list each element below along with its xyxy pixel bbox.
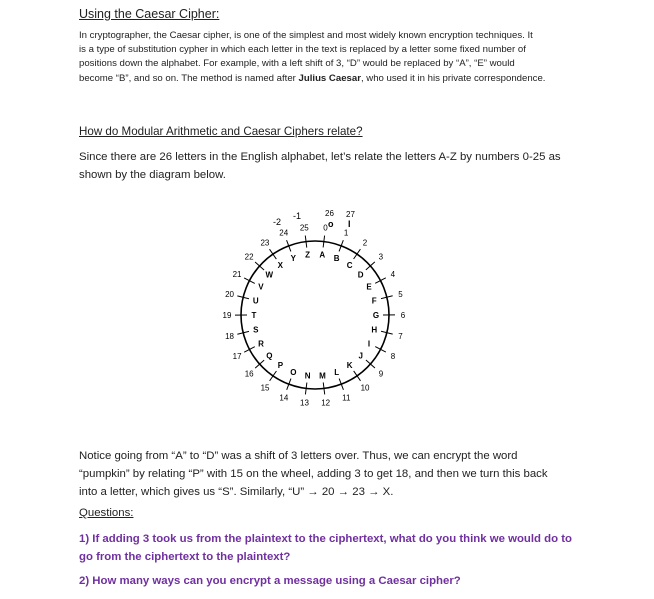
wheel-number-19: 19: [222, 311, 232, 321]
wheel-tick: [375, 347, 386, 353]
wheel-letter-R: R: [258, 339, 264, 349]
wheel-number-14: 14: [279, 393, 289, 403]
wheel-number-13: 13: [300, 398, 309, 408]
text-line: “pumpkin” by relating “P” with 15 on the wheel, adding 3 to get 18, and then we turn this back: [79, 468, 548, 480]
wheel-tick: [244, 278, 255, 284]
wheel-letter-A: A: [319, 250, 326, 260]
wheel-number-0: 0: [323, 223, 328, 233]
wheel-letter-B: B: [333, 253, 340, 263]
wheel-letter-N: N: [304, 371, 311, 381]
text-line: Since there are 26 letters in the English alphabet, let’s relate the letters A-Z by numbers 0-25 as: [79, 151, 561, 163]
wheel-number-5: 5: [398, 289, 403, 299]
wheel-tick: [354, 249, 361, 259]
section-heading-modular: How do Modular Arithmetic and Caesar Ciphers relate?: [79, 125, 363, 138]
wheel-letter-Y: Y: [290, 253, 296, 263]
wheel-letter-X: X: [277, 260, 283, 270]
text-line: positions down the alphabet. For example, with a left shift of 3, “D” would be replaced by “A”, “E” would: [79, 58, 515, 70]
wheel-number-4: 4: [390, 270, 396, 280]
wheel-tick: [270, 249, 277, 259]
wheel-tick: [244, 347, 255, 353]
wheel-letter-W: W: [265, 270, 274, 280]
wheel-letter-H: H: [371, 325, 378, 335]
text-line: 1) If adding 3 took us from the plaintext to the ciphertext, what do you think we would do to: [79, 533, 572, 545]
wheel-number-9: 9: [378, 369, 384, 379]
wheel-number-8: 8: [390, 351, 396, 361]
wheel-letter-I: I: [367, 339, 371, 349]
wheel-letter-E: E: [366, 282, 372, 292]
wheel-tick: [375, 278, 386, 284]
wheel-number-22: 22: [244, 252, 254, 262]
caesar-description: [79, 29, 584, 86]
wheel-letter-U: U: [252, 296, 259, 306]
wheel-number-7: 7: [398, 331, 403, 341]
wheel-number-2: 2: [362, 238, 368, 248]
wheel-letter-S: S: [253, 325, 259, 335]
wheel-letter-O: O: [290, 368, 297, 378]
wheel-number-1: 1: [343, 228, 349, 238]
wheel-number-10: 10: [360, 383, 370, 393]
wheel-letter-C: C: [346, 260, 353, 270]
text-line: into a letter, which gives us “S”. Similarly, “U” → 20 → 23 → X.: [79, 486, 394, 498]
wheel-ring: [241, 238, 389, 389]
wheel-letter-T: T: [251, 311, 257, 321]
wheel-number-6: 6: [400, 310, 406, 320]
cipher-wheel-diagram: [215, 205, 415, 420]
wheel-number-neg1: -1: [293, 211, 302, 221]
wheel-number-23: 23: [260, 238, 270, 248]
text-line: shown by the diagram below.: [79, 169, 226, 181]
wheel-number-16: 16: [244, 369, 254, 379]
wheel-number-21: 21: [232, 270, 242, 280]
wheel-letter-F: F: [371, 296, 377, 306]
wheel-letter-G: G: [372, 310, 380, 320]
section-heading-caesar: Using the Caesar Cipher:: [79, 7, 220, 21]
question-2: 2) How many ways can you encrypt a message using a Caesar cipher?: [79, 575, 461, 587]
wheel-letter-P: P: [277, 361, 284, 371]
wheel-number-11: 11: [342, 393, 351, 403]
wheel-letter-O-extra: o: [328, 219, 334, 229]
wheel-number-12: 12: [321, 398, 331, 408]
text-line: go from the ciphertext to the plaintext?: [79, 551, 291, 563]
julius-caesar-name: Julius Caesar: [298, 72, 361, 84]
wheel-number-18: 18: [225, 332, 235, 342]
wheel-number-27: 27: [346, 210, 355, 219]
wheel-number-15: 15: [260, 383, 270, 393]
text-line: become “B”, and so on. The method is named after Julius Caesar, who used it in his private correspondence.: [79, 72, 546, 84]
wheel-letter-Q: Q: [266, 351, 273, 361]
wheel-tick: [323, 236, 324, 248]
text-line: In cryptographer, the Caesar cipher, is one of the simplest and most widely known encryption techniques. It: [79, 30, 533, 41]
questions-heading: Questions:: [79, 507, 134, 519]
wheel-letter-J: J: [358, 351, 363, 361]
wheel-letter-D: D: [357, 270, 364, 280]
modular-description: [79, 148, 584, 184]
wheel-number-26: 26: [325, 209, 334, 218]
wheel-number-25: 25: [299, 223, 309, 233]
wheel-letter-M: M: [319, 371, 326, 381]
wheel-number-neg2: -2: [273, 217, 282, 227]
notice-paragraph: [79, 447, 584, 501]
text-line: is a type of substitution cypher in which each letter in the text is replaced by a letter some fixed number of: [79, 44, 526, 56]
wheel-number-20: 20: [225, 290, 234, 300]
wheel-number-3: 3: [378, 252, 384, 262]
text-line: Notice going from “A” to “D” was a shift of 3 letters over. Thus, we can encrypt the word: [79, 450, 518, 462]
wheel-number-24: 24: [279, 228, 289, 238]
wheel-letter-K: K: [346, 361, 353, 371]
wheel-letter-Z: Z: [305, 250, 311, 260]
wheel-tick: [354, 371, 361, 381]
wheel-tick: [305, 383, 306, 395]
wheel-letter-I-extra: I: [348, 219, 351, 229]
wheel-number-17: 17: [232, 351, 242, 361]
wheel-circle: [241, 238, 389, 389]
wheel-letter-L: L: [334, 368, 340, 378]
wheel-tick: [270, 371, 277, 381]
question-1: [79, 530, 599, 566]
wheel-letter-V: V: [258, 282, 264, 292]
